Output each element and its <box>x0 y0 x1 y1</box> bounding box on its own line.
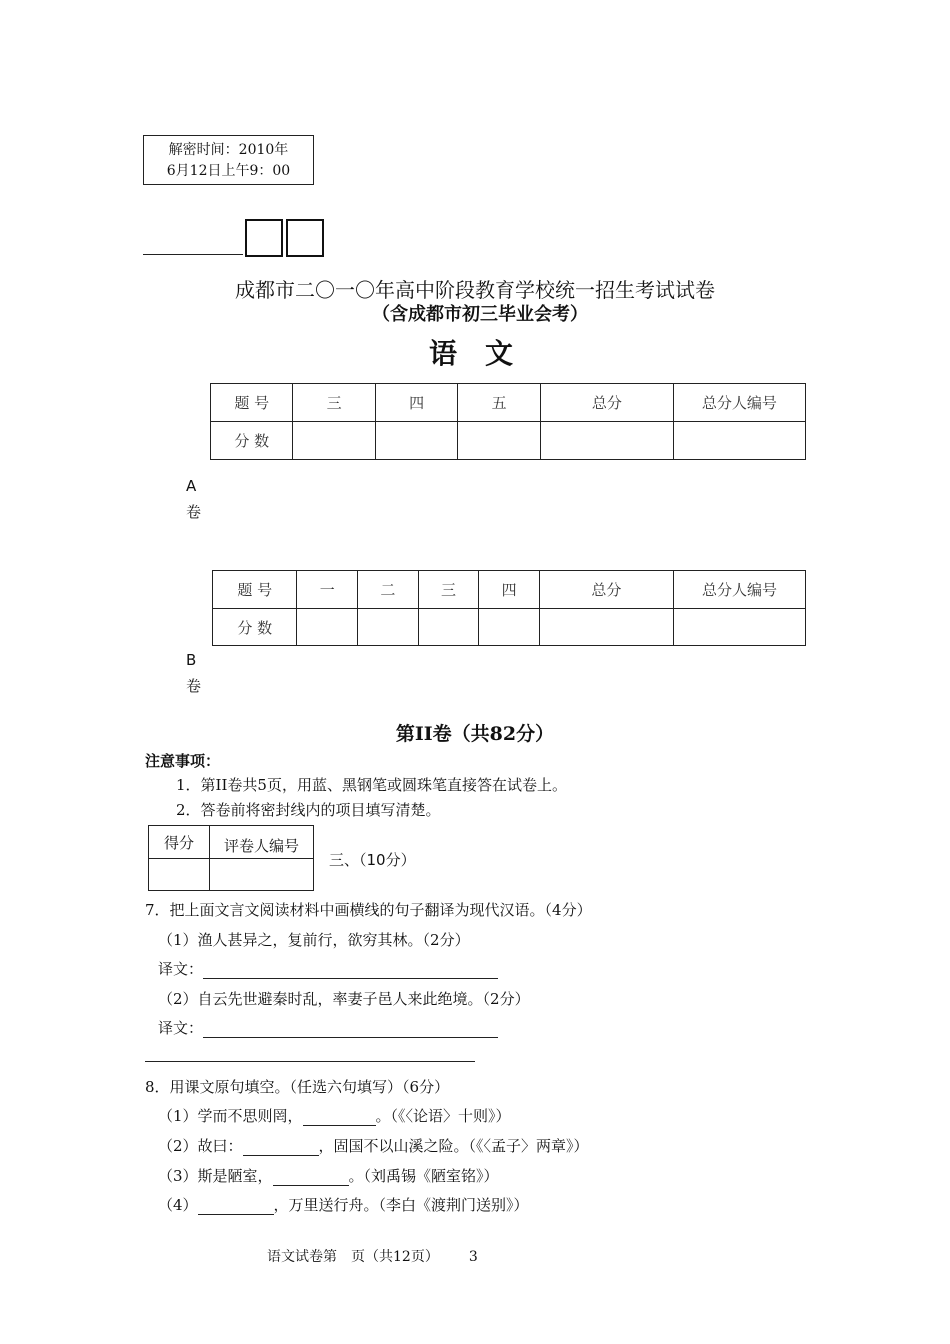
volume-a-char: 卷 <box>186 503 202 521</box>
table-row <box>149 826 314 859</box>
score-cell[interactable] <box>418 609 479 646</box>
table-header-cell: 总分人编号 <box>673 571 805 609</box>
release-time-box <box>143 135 314 185</box>
subject-title: 语文 <box>428 337 541 370</box>
grader-table <box>148 825 314 891</box>
q8-item-text: （4） <box>158 1196 198 1214</box>
seal-line <box>143 254 243 255</box>
score-cell[interactable] <box>458 422 540 460</box>
score-cell[interactable] <box>479 609 540 646</box>
table-header-cell: 四 <box>375 384 457 422</box>
score-table-a <box>210 383 806 460</box>
table-header-cell: 总分 <box>539 571 673 609</box>
section-title: 第II卷（共82分） <box>395 723 555 745</box>
translation-label: 译文： <box>158 1019 204 1037</box>
q8-item-text: （3）斯是陋室， <box>158 1167 273 1185</box>
volume-b-char: 卷 <box>186 677 202 695</box>
answer-line[interactable] <box>203 961 498 979</box>
seal-box-right <box>286 219 324 257</box>
exam-subtitle: （含成都市初三毕业会考） <box>372 304 588 325</box>
table-row <box>213 571 806 609</box>
table-header-cell: 题 号 <box>213 571 297 609</box>
volume-a-label <box>186 473 201 525</box>
answer-line-continuation[interactable] <box>145 1061 475 1062</box>
seal-box-left <box>245 219 283 257</box>
release-time-line2: 6月12日上午9：00 <box>166 163 291 179</box>
table-header-cell: 三 <box>418 571 479 609</box>
q8-item-source: ，固国不以山溪之险。（《〈孟子〉两章》） <box>318 1137 589 1155</box>
table-header-cell: 五 <box>458 384 540 422</box>
fill-blank[interactable] <box>303 1108 376 1126</box>
q8-item-source: 。（刘禹锡《陋室铭》） <box>348 1167 499 1185</box>
score-cell[interactable] <box>293 422 375 460</box>
fill-blank[interactable] <box>273 1168 349 1186</box>
q8-item-2 <box>158 1135 589 1156</box>
table-row-label: 分 数 <box>211 422 293 460</box>
volume-b-letter: B <box>186 651 197 669</box>
q8-item-source: ，万里送行舟。（李白《渡荆门送别》） <box>273 1196 529 1214</box>
q8-item-1 <box>158 1105 511 1126</box>
table-row <box>213 609 806 646</box>
notes-heading: 注意事项： <box>145 752 221 770</box>
q8-item-text: （2）故曰： <box>158 1137 243 1155</box>
grader-id-cell[interactable] <box>210 859 314 891</box>
q8-item-3 <box>158 1165 499 1186</box>
q8-item-source: 。（《〈论语〉十则》） <box>375 1107 511 1125</box>
page-number: 3 <box>468 1249 478 1265</box>
score-label: 得分 <box>149 826 210 859</box>
score-cell[interactable] <box>673 609 805 646</box>
answer-line[interactable] <box>203 1020 498 1038</box>
table-header-cell: 二 <box>358 571 419 609</box>
score-cell[interactable] <box>358 609 419 646</box>
fill-blank[interactable] <box>198 1197 274 1215</box>
score-cell[interactable] <box>540 422 673 460</box>
table-header-cell: 题 号 <box>211 384 293 422</box>
q8-item-4 <box>158 1194 529 1215</box>
grader-id-label: 评卷人编号 <box>210 826 314 859</box>
q8-stem: 8．用课文原句填空。（任选六句填写）（6分） <box>145 1078 450 1096</box>
score-table-b <box>212 570 806 646</box>
q7-sub2: （2）自云先世避秦时乱，率妻子邑人来此绝境。（2分） <box>158 990 530 1008</box>
table-header-cell: 总分 <box>540 384 673 422</box>
volume-a-letter: A <box>186 477 197 495</box>
q7-sub1: （1）渔人甚异之，复前行，欲穷其林。（2分） <box>158 931 470 949</box>
table-row <box>211 422 806 460</box>
release-time-line1: 解密时间：2010年 <box>168 142 289 158</box>
q8-item-text: （1）学而不思则罔， <box>158 1107 303 1125</box>
note-item-2: 2．答卷前将密封线内的项目填写清楚。 <box>176 801 441 819</box>
score-cell[interactable] <box>539 609 673 646</box>
table-header-cell: 总分人编号 <box>673 384 805 422</box>
q7-stem: 7．把上面文言文阅读材料中画横线的句子翻译为现代汉语。（4分） <box>145 901 592 919</box>
footer-text: 语文试卷第 页（共12页） <box>267 1249 439 1265</box>
fill-blank[interactable] <box>243 1138 319 1156</box>
part-three-title: 三、（10分） <box>329 851 416 869</box>
translation-label: 译文： <box>158 960 204 978</box>
score-cell[interactable] <box>297 609 358 646</box>
score-cell[interactable] <box>673 422 805 460</box>
exam-title: 成都市二〇一〇年高中阶段教育学校统一招生考试试卷 <box>235 278 715 302</box>
score-cell[interactable] <box>375 422 457 460</box>
table-header-cell: 四 <box>479 571 540 609</box>
page-footer <box>267 1246 478 1266</box>
q7-translation-1 <box>158 958 498 979</box>
note-item-1: 1．第II卷共5页，用蓝、黑钢笔或圆珠笔直接答在试卷上。 <box>176 776 567 794</box>
score-cell[interactable] <box>149 859 210 891</box>
q7-translation-2 <box>158 1017 498 1038</box>
table-row <box>211 384 806 422</box>
table-header-cell: 一 <box>297 571 358 609</box>
table-row <box>149 859 314 891</box>
table-row-label: 分 数 <box>213 609 297 646</box>
table-header-cell: 三 <box>293 384 375 422</box>
volume-b-label <box>186 647 201 699</box>
